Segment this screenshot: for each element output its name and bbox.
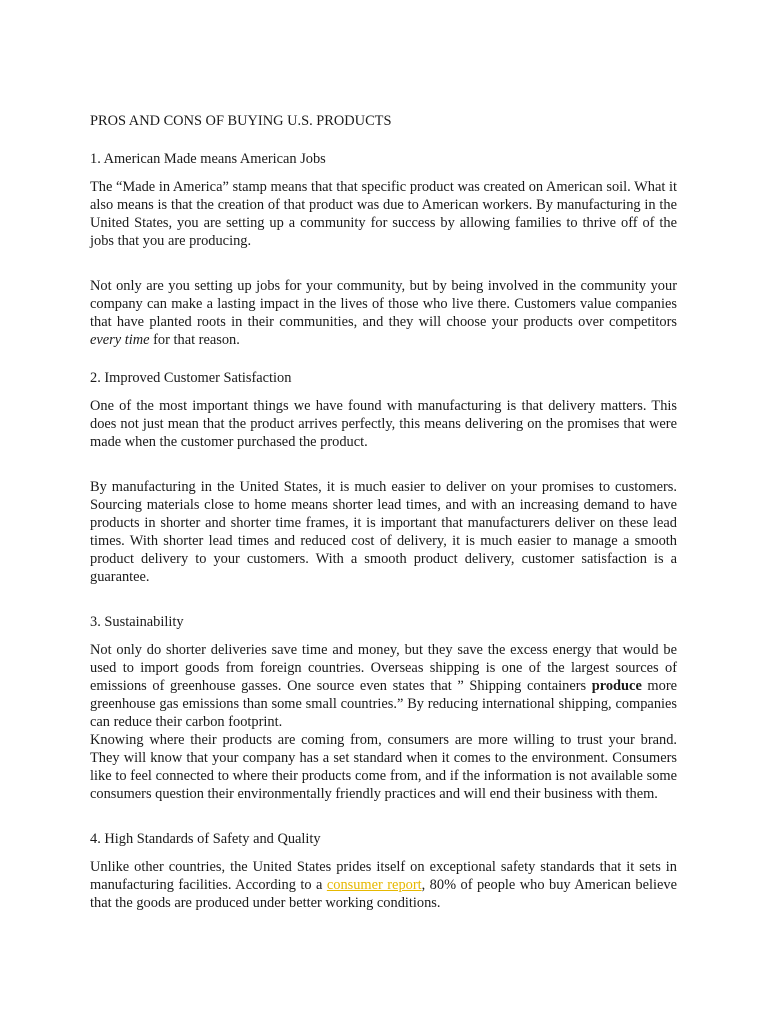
consumer-report-link[interactable]: consumer report (326, 877, 422, 893)
section-3-paragraph-1-tail: more greenhouse gas emissions than some small countries.” By reducing international shipping, companies can reduce their carbon footprint. (90, 678, 678, 730)
section-heading-sustainability: 3. Sustainability (90, 614, 184, 630)
section-1-paragraph-2 (90, 277, 677, 349)
emphasis-every-time: every time (90, 332, 150, 348)
section-1-paragraph-2-tail: for that reason. (149, 332, 240, 348)
section-heading-american-jobs: 1. American Made means American Jobs (90, 151, 326, 167)
section-heading-safety-quality: 4. High Standards of Safety and Quality (90, 831, 321, 847)
bold-produce: produce (591, 678, 642, 694)
section-3-paragraph-1-text: Not only do shorter deliveries save time and money, but they save the excess energy that would be used to import goods from foreign countries. Overseas shipping is one of the largest sources of emissions of greenhouse gasses. One source even states that ” Shipping containers (90, 642, 677, 694)
document-page (90, 112, 677, 912)
section-heading-customer-satisfaction: 2. Improved Customer Satisfaction (90, 370, 292, 386)
section-3-paragraph-1 (90, 641, 677, 731)
document-title: PROS AND CONS OF BUYING U.S. PRODUCTS (90, 113, 392, 129)
section-4-paragraph-1-tail: , 80% of people who buy American believe that the goods are produced under better working conditions. (90, 877, 677, 911)
section-1-paragraph-2-text: Not only are you setting up jobs for your community, but by being involved in the community your company can make a lasting impact in the lives of those who live there. Customers value companies that have planted roots in their communities, and they will choose your products over competitors (90, 278, 677, 330)
section-2-paragraph-2: By manufacturing in the United States, it is much easier to deliver on your promises to customers. Sourcing materials close to home means shorter lead times, and with an increasing demand to have products in shorter and shorter time frames, it is important that manufacturers deliver on these lead times. With shorter lead times and reduced cost of delivery, it is much easier to manage a smooth product delivery to your customers. With a smooth product delivery, customer satisfaction is a guarantee. (90, 479, 677, 585)
section-4-paragraph-1-text: Unlike other countries, the United States prides itself on exceptional safety standards that it sets in manufacturing facilities. According to a (90, 859, 677, 893)
section-3-paragraph-2: Knowing where their products are coming from, consumers are more willing to trust your brand. They will know that your company has a set standard when it comes to the environment. Consumers like to feel connected to where their products come from, and if the information is not available some consumers question their environmentally friendly practices and will end their business with them. (90, 732, 677, 802)
section-1-paragraph-1: The “Made in America” stamp means that that specific product was created on American soil. What it also means is that the creation of that product was due to American workers. By manufacturing in the United States, you are setting up a community for success by allowing families to thrive off of the jobs that you are producing. (90, 179, 677, 249)
section-4-paragraph-1 (90, 858, 677, 912)
section-2-paragraph-1: One of the most important things we have found with manufacturing is that delivery matters. This does not just mean that the product arrives perfectly, this means delivering on the promises that were made when the customer purchased the product. (90, 398, 677, 450)
